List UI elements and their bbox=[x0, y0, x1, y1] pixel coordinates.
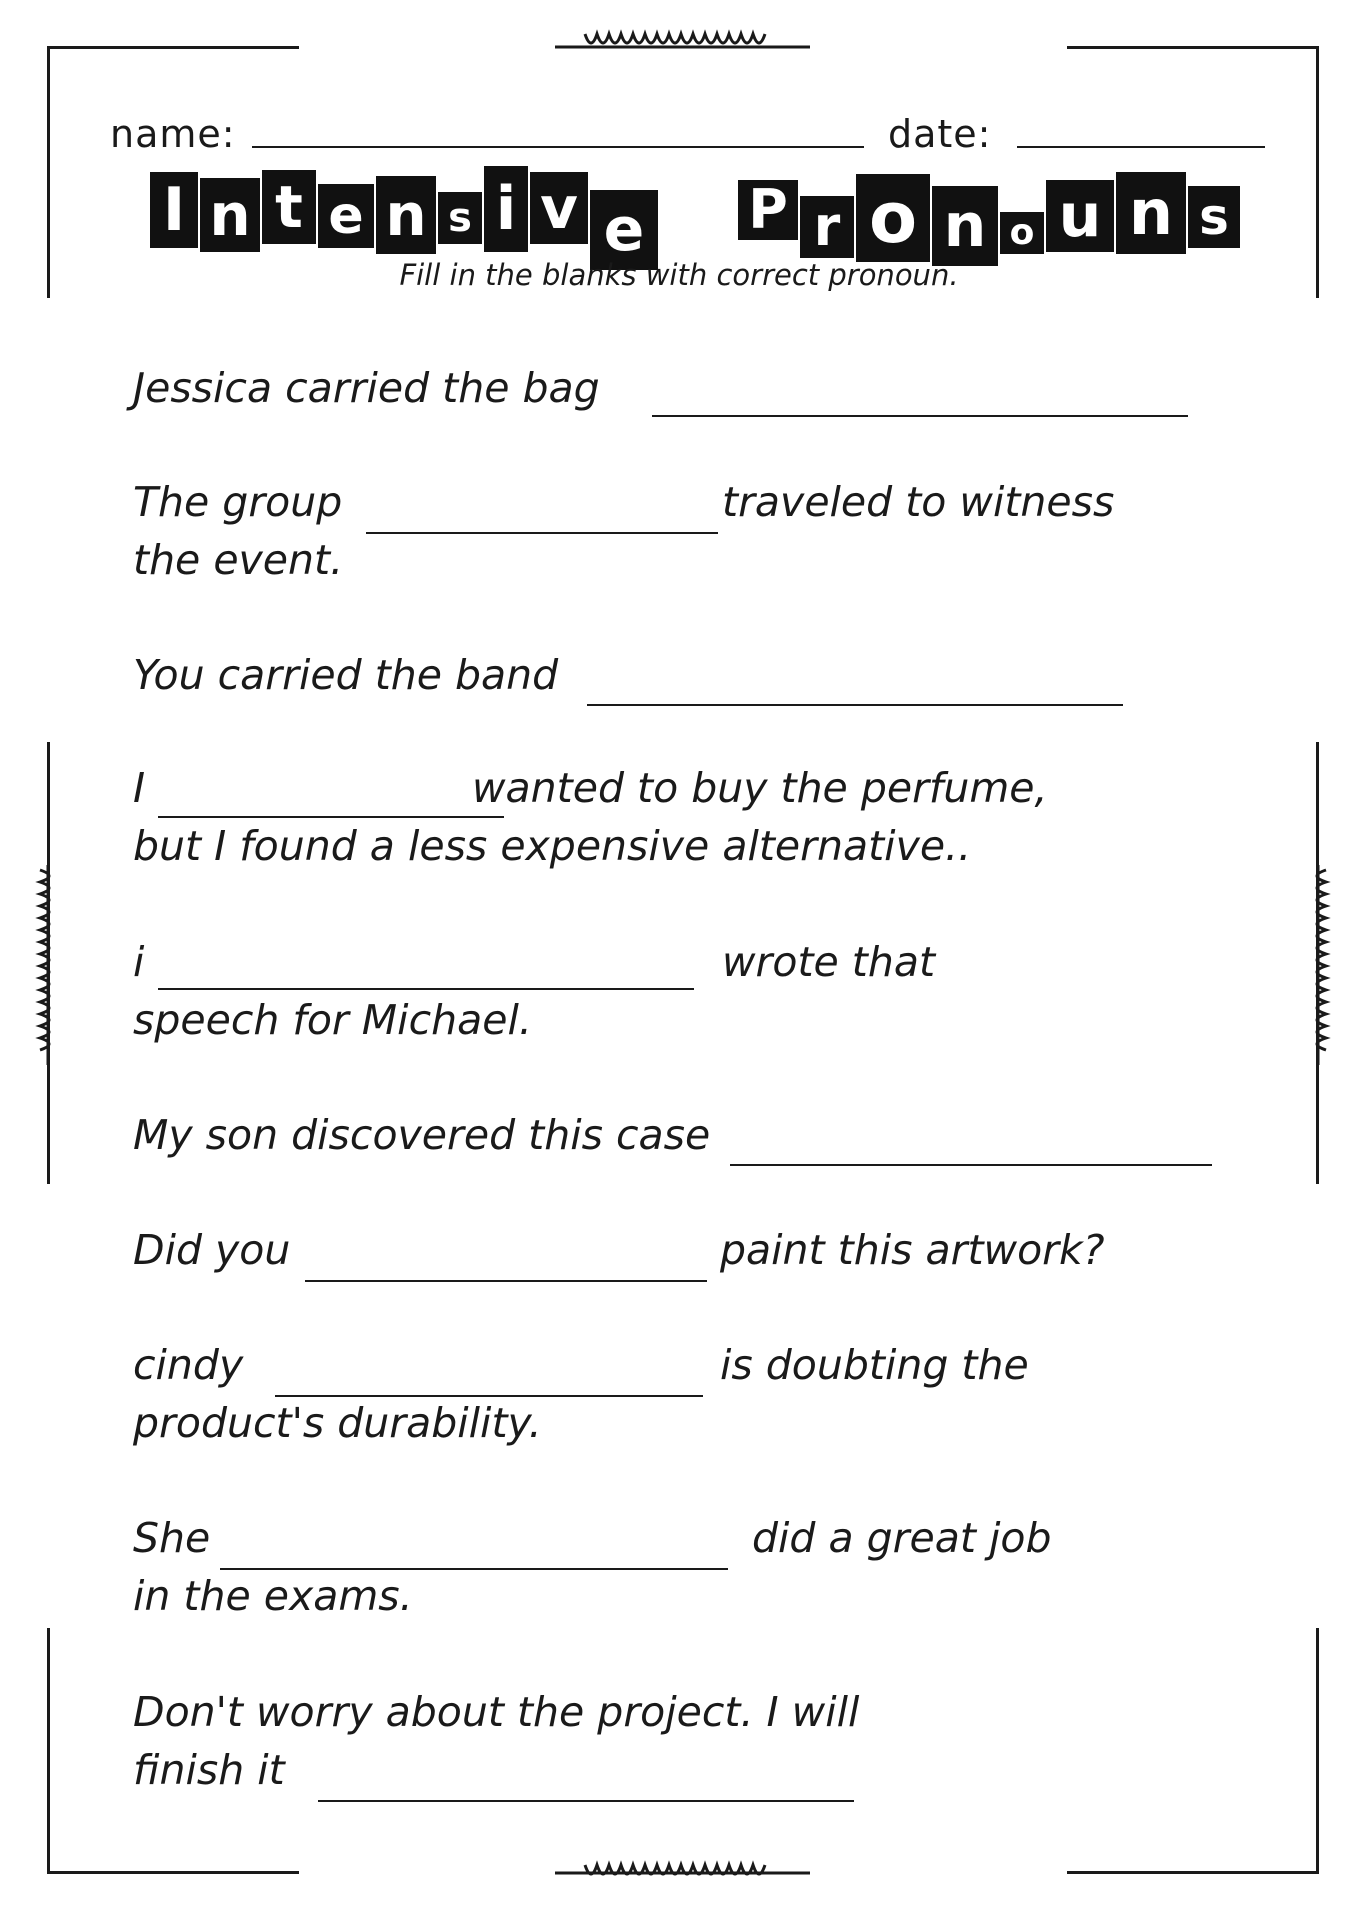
q2-answer-blank[interactable] bbox=[366, 532, 718, 534]
q4-answer-blank[interactable] bbox=[158, 816, 504, 818]
q9-text-end: did a great job bbox=[752, 1514, 1052, 1562]
q2-text-cont: the event. bbox=[133, 536, 344, 584]
q7-answer-blank[interactable] bbox=[305, 1280, 707, 1282]
q10-answer-blank[interactable] bbox=[318, 1800, 854, 1802]
q2-text-start: The group bbox=[133, 478, 343, 526]
frame-left-bottom bbox=[47, 1628, 50, 1874]
title-letter: r bbox=[800, 196, 854, 258]
title-letter: e bbox=[590, 190, 658, 270]
q5-text-start: i bbox=[133, 938, 145, 986]
q8-text-start: cindy bbox=[133, 1341, 244, 1389]
q5-text-cont: speech for Michael. bbox=[133, 996, 532, 1044]
title-letter: P bbox=[738, 180, 798, 240]
title-letter: u bbox=[1046, 180, 1114, 252]
q9-text-start: She bbox=[133, 1514, 211, 1562]
top-squiggle-ornament bbox=[555, 22, 810, 62]
name-field[interactable] bbox=[252, 146, 864, 148]
left-squiggle-ornament bbox=[30, 865, 70, 1065]
frame-right-bottom bbox=[1316, 1628, 1319, 1874]
q1-text: Jessica carried the bag bbox=[133, 364, 600, 412]
q6-answer-blank[interactable] bbox=[730, 1164, 1212, 1166]
q8-answer-blank[interactable] bbox=[275, 1395, 703, 1397]
title-letter: n bbox=[1116, 172, 1186, 254]
title-letter: n bbox=[932, 186, 998, 266]
name-label: name: bbox=[110, 112, 236, 156]
instructions: Fill in the blanks with correct pronoun. bbox=[399, 258, 959, 292]
title-letter: v bbox=[530, 172, 588, 244]
title-letter: t bbox=[262, 170, 316, 244]
q10-text-start: Don't worry about the project. I will bbox=[133, 1688, 860, 1736]
q8-text-cont: product's durability. bbox=[133, 1399, 542, 1447]
title-letter: I bbox=[150, 172, 198, 248]
q2-text-end: traveled to witness bbox=[722, 478, 1115, 526]
right-squiggle-ornament bbox=[1300, 865, 1340, 1065]
q8-text-end: is doubting the bbox=[720, 1341, 1029, 1389]
q4-text-start: I bbox=[133, 764, 146, 812]
q4-text-end: wanted to buy the perfume, bbox=[472, 764, 1048, 812]
q9-answer-blank[interactable] bbox=[220, 1568, 728, 1570]
q4-text-cont: but I found a less expensive alternative.. bbox=[133, 822, 972, 870]
q6-text: My son discovered this case bbox=[133, 1111, 711, 1159]
title-letter: e bbox=[318, 184, 374, 248]
title-letter: o bbox=[1000, 212, 1044, 254]
title-letter: n bbox=[376, 176, 436, 254]
q10-text-cont: finish it bbox=[133, 1746, 285, 1794]
title-letter: i bbox=[484, 166, 528, 252]
title-letter: o bbox=[856, 174, 930, 262]
q9-text-cont: in the exams. bbox=[133, 1572, 413, 1620]
frame-bottom-right bbox=[1067, 1871, 1319, 1874]
q5-text-end: wrote that bbox=[722, 938, 936, 986]
q3-answer-blank[interactable] bbox=[587, 704, 1123, 706]
title-letter: s bbox=[438, 192, 482, 244]
frame-bottom-left bbox=[47, 1871, 299, 1874]
date-field[interactable] bbox=[1017, 146, 1265, 148]
q7-text-start: Did you bbox=[133, 1226, 291, 1274]
frame-top-right bbox=[1067, 46, 1319, 49]
bottom-squiggle-ornament bbox=[555, 1855, 810, 1895]
title-letter: n bbox=[200, 178, 260, 252]
date-label: date: bbox=[888, 112, 992, 156]
title-letter: s bbox=[1188, 186, 1240, 248]
q5-answer-blank[interactable] bbox=[158, 988, 694, 990]
frame-top-left bbox=[47, 46, 299, 49]
q3-text: You carried the band bbox=[133, 651, 559, 699]
q7-text-end: paint this artwork? bbox=[720, 1226, 1105, 1274]
q1-answer-blank[interactable] bbox=[652, 415, 1188, 417]
